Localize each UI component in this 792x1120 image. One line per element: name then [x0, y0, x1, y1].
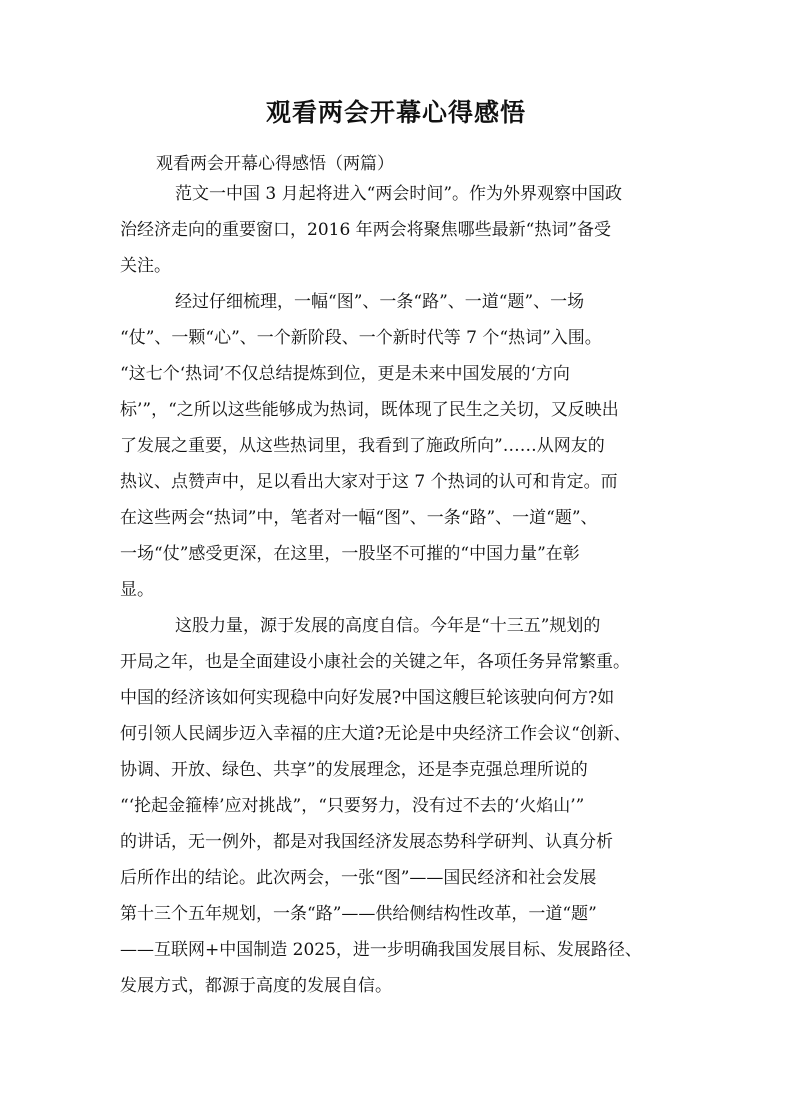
- paragraph-line: 关注。: [120, 256, 171, 276]
- paragraph-line: 中国的经济该如何实现稳中向好发展?中国这艘巨轮该驶向何方?如: [120, 688, 615, 708]
- paragraph-line: 标’”，“之所以这些能够成为热词，既体现了民生之关切，又反映出: [120, 400, 619, 420]
- paragraph-line: 的讲话，无一例外，都是对我国经济发展态势科学研判、认真分析: [120, 832, 613, 852]
- paragraph-line: 在这些两会“热词”中，笔者对一幅“图”、一条“路”、一道“题”、: [120, 508, 598, 528]
- paragraph-line: ——互联网+中国制造 2025，进一步明确我国发展目标、发展路径、: [120, 940, 642, 960]
- paragraph-line: “这七个‘热词’不仅总结提炼到位，更是未来中国发展的‘方向: [120, 364, 570, 384]
- paragraph-line: 协调、开放、绿色、共享”的发展理念，还是李克强总理所说的: [120, 760, 588, 780]
- paragraph-line: 一场“仗”感受更深，在这里，一股坚不可摧的“中国力量”在彰: [120, 544, 580, 564]
- paragraph-line: 了发展之重要，从这些热词里，我看到了施政所向”……从网友的: [120, 436, 605, 456]
- paragraph-line: “仗”、一颗“心”、一个新阶段、一个新时代等 7 个“热词”入围。: [120, 328, 602, 348]
- document-title: 观看两会开幕心得感悟: [265, 98, 526, 127]
- paragraph-line: 开局之年，也是全面建设小康社会的关键之年，各项任务异常繁重。: [120, 652, 630, 672]
- paragraph-line: 范文一中国 3 月起将进入“两会时间”。作为外界观察中国政: [175, 184, 623, 204]
- paragraph-line: 经过仔细梳理，一幅“图”、一条“路”、一道“题”、一场: [175, 292, 585, 312]
- paragraph-line: 后所作出的结论。此次两会，一张“图”——国民经济和社会发展: [120, 868, 597, 888]
- paragraph-line: 何引领人民阔步迈入幸福的庄大道?无论是中央经济工作会议“创新、: [120, 724, 631, 744]
- paragraph-line: 发展方式，都源于高度的发展自信。: [120, 976, 392, 996]
- paragraph-line: 治经济走向的重要窗口，2016 年两会将聚焦哪些最新“热词”备受: [120, 220, 612, 240]
- paragraph-line: “‘抡起金箍棒’应对挑战”，“只要努力，没有过不去的‘火焰山’”: [120, 796, 585, 816]
- paragraph-line: 显。: [120, 580, 154, 600]
- paragraph-line: 这股力量，源于发展的高度自信。今年是“十三五”规划的: [175, 616, 601, 636]
- paragraph-line: 热议、点赞声中，足以看出大家对于这 7 个热词的认可和肯定。而: [120, 472, 618, 492]
- paragraph-line: 第十三个五年规划，一条“路”——供给侧结构性改革，一道“题”: [120, 904, 597, 924]
- document-subtitle: 观看两会开幕心得感悟（两篇）: [156, 154, 394, 174]
